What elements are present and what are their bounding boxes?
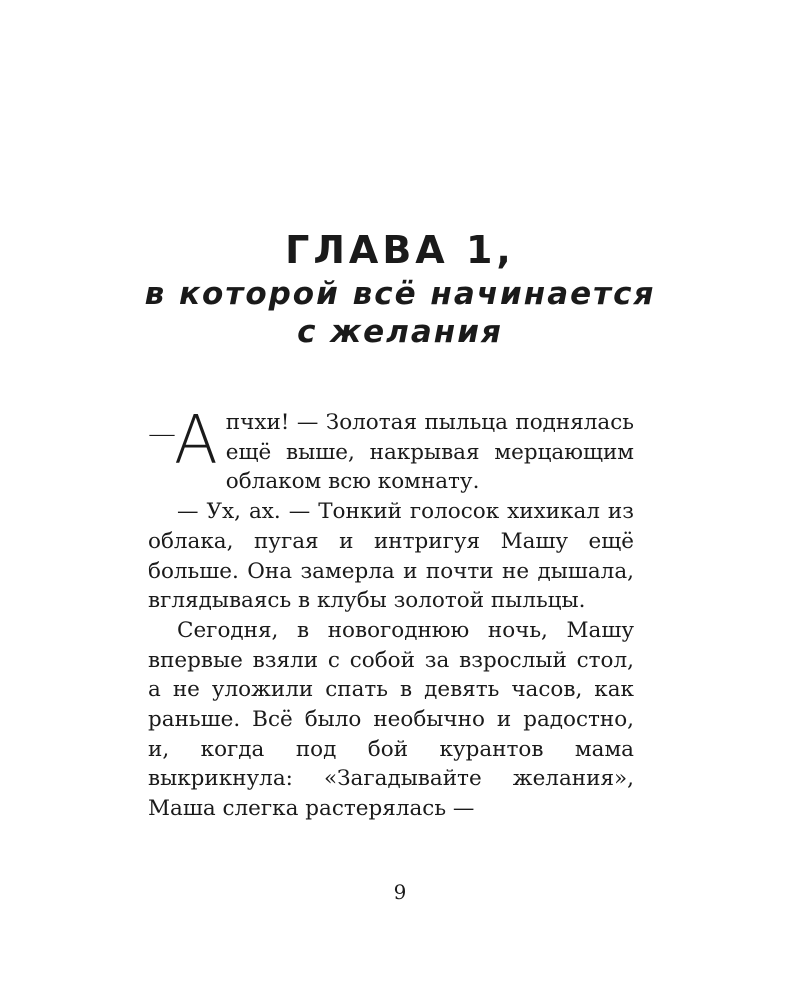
chapter-subtitle-line-1: в которой всё начинается	[144, 276, 656, 312]
paragraph-1-text: пчхи! — Золотая пыльца поднялась ещё выше, накрывая мерцающим облаком всю комнату.	[225, 410, 634, 495]
chapter-body-text	[148, 402, 634, 824]
chapter-title: ГЛАВА 1,	[285, 228, 515, 272]
paragraph-1	[148, 402, 634, 497]
paragraph-2: — Ух, ах. — Тонкий голосок хихикал из облака, пугая и интригуя Машу ещё больше. Она замерла и почти не дышала, вглядываясь в клубы золотой пыльцы.	[148, 499, 634, 614]
chapter-subtitle-line-2: с желания	[297, 314, 503, 350]
drop-cap	[148, 402, 218, 480]
drop-cap-dash: —	[148, 417, 176, 450]
drop-cap-letter: А	[174, 402, 218, 480]
paragraph-3: Сегодня, в новогоднюю ночь, Машу впервые взяли с собой за взрослый стол, а не уложили спать в девять часов, как раньше. Всё было необычно и радостно, и, когда под бой курантов мама выкрикнула: «Загадывайте желания», Маша слегка растерялась —	[148, 617, 634, 822]
page-number: 9	[393, 880, 407, 904]
